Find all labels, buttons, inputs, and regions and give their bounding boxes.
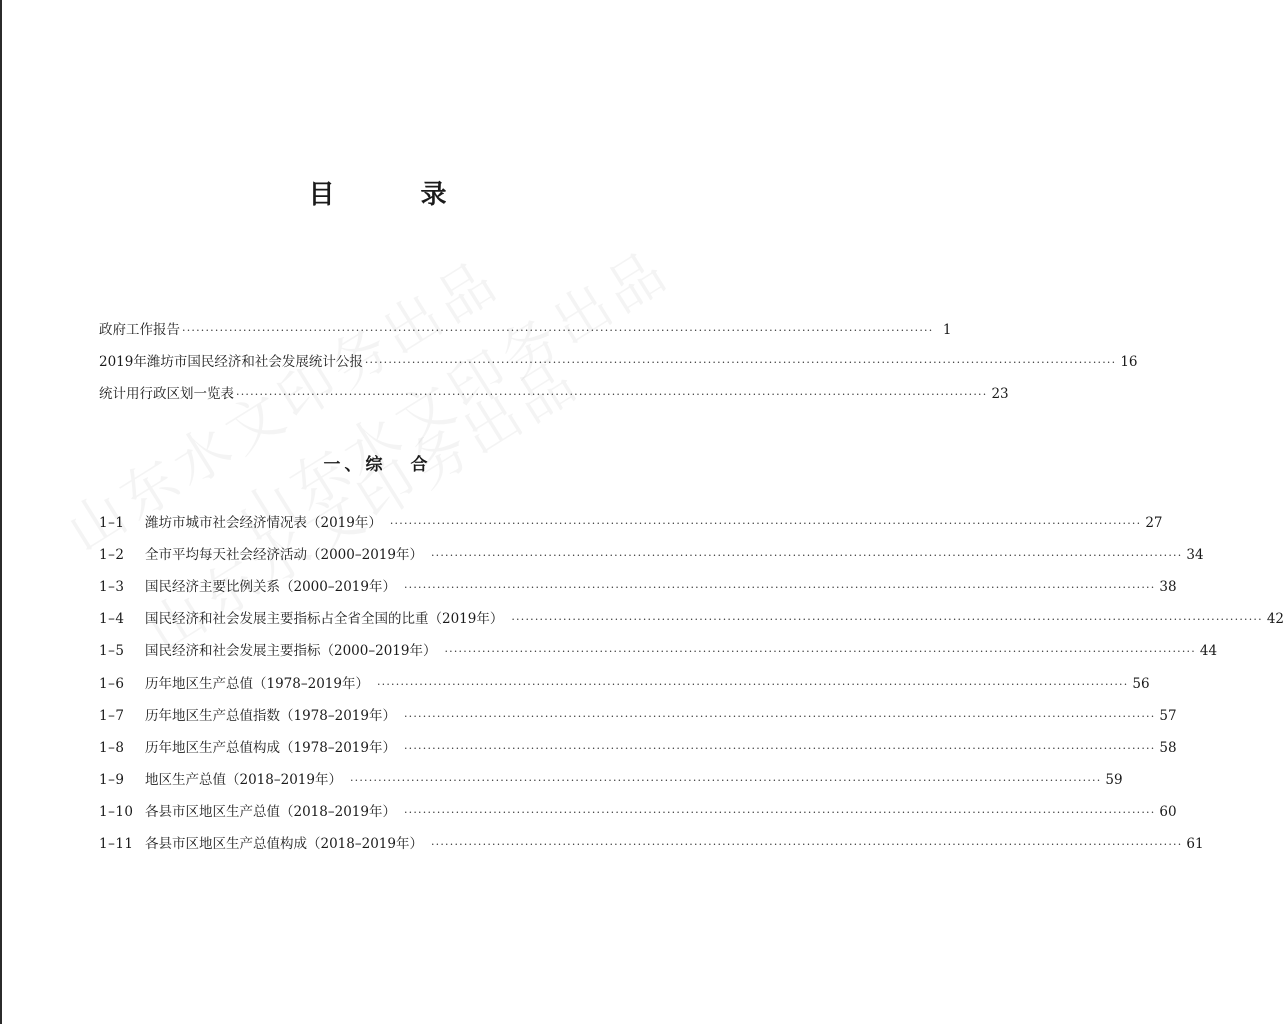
toc-entry-label: 各县市区地区生产总值（2018–2019年） bbox=[145, 804, 396, 820]
toc-page-number: 42 bbox=[1266, 611, 1284, 627]
section-heading bbox=[0, 450, 755, 475]
section-heading-suffix: 合 bbox=[410, 455, 432, 475]
toc-entry-label: 国民经济和社会发展主要指标占全省全国的比重（2019年） bbox=[145, 611, 504, 627]
toc-page-number: 1 bbox=[942, 322, 952, 338]
dot-leader: ································································································································································ bbox=[444, 645, 1196, 658]
toc-page-number: 58 bbox=[1159, 740, 1177, 756]
dot-leader: ································································································································································ bbox=[430, 549, 1183, 562]
toc-page-number: 60 bbox=[1159, 804, 1177, 820]
dot-leader: ································································································································································ bbox=[376, 678, 1129, 691]
toc-entry-number: 1–6 bbox=[99, 676, 125, 692]
toc-entry[interactable] bbox=[99, 544, 1204, 566]
toc-entry-label: 历年地区生产总值构成（1978–2019年） bbox=[145, 740, 396, 756]
toc-front-entry[interactable] bbox=[99, 351, 1138, 373]
toc-entry-number: 1–1 bbox=[99, 515, 125, 531]
toc-entry-number: 1–5 bbox=[99, 643, 125, 659]
toc-entry-label: 2019年潍坊市国民经济和社会发展统计公报 bbox=[99, 354, 363, 370]
dot-leader: ································································································································································ bbox=[236, 388, 988, 401]
toc-entry-label: 历年地区生产总值（1978–2019年） bbox=[145, 676, 369, 692]
toc-entry-label: 国民经济和社会发展主要指标（2000–2019年） bbox=[145, 643, 437, 659]
toc-entry-number: 1–10 bbox=[99, 804, 134, 820]
toc-entry[interactable] bbox=[99, 769, 1123, 791]
toc-front-entry[interactable] bbox=[99, 319, 952, 341]
dot-leader: ································································································································································ bbox=[403, 806, 1156, 819]
toc-page-number: 34 bbox=[1186, 547, 1204, 563]
dot-leader: ································································································································································ bbox=[403, 581, 1156, 594]
toc-entry[interactable] bbox=[99, 705, 1177, 727]
toc-entry-label: 统计用行政区划一览表 bbox=[99, 386, 234, 402]
page-edge-line bbox=[0, 0, 2, 1024]
toc-entry[interactable] bbox=[99, 608, 1284, 630]
toc-entry-number: 1–8 bbox=[99, 740, 125, 756]
toc-entry[interactable] bbox=[99, 801, 1177, 823]
toc-entry-label: 全市平均每天社会经济活动（2000–2019年） bbox=[145, 547, 423, 563]
dot-leader: ································································································································································ bbox=[349, 774, 1102, 787]
toc-entry[interactable] bbox=[99, 512, 1163, 534]
toc-page-number: 44 bbox=[1199, 643, 1218, 659]
dot-leader: ································································································································································ bbox=[403, 710, 1156, 723]
toc-page-number: 59 bbox=[1105, 772, 1123, 788]
toc-entry-label: 地区生产总值（2018–2019年） bbox=[145, 772, 342, 788]
toc-page-number: 56 bbox=[1132, 676, 1150, 692]
toc-page-number: 27 bbox=[1145, 515, 1163, 531]
toc-page-number: 61 bbox=[1186, 836, 1204, 852]
page-title: 目 录 bbox=[308, 180, 477, 210]
toc-entry-number: 1–3 bbox=[99, 579, 125, 595]
toc-entry-number: 1–4 bbox=[99, 611, 125, 627]
toc-entry-label: 国民经济主要比例关系（2000–2019年） bbox=[145, 579, 396, 595]
toc-page-number: 23 bbox=[991, 386, 1009, 402]
toc-page-number: 38 bbox=[1159, 579, 1177, 595]
toc-entry-label: 各县市区地区生产总值构成（2018–2019年） bbox=[145, 836, 423, 852]
toc-entry[interactable] bbox=[99, 673, 1150, 695]
section-heading-prefix: 一、综 bbox=[323, 455, 387, 475]
dot-leader: ································································································································································ bbox=[182, 324, 934, 337]
dot-leader: ································································································································································ bbox=[430, 838, 1183, 851]
toc-entry-label: 潍坊市城市社会经济情况表（2019年） bbox=[145, 515, 382, 531]
toc-entry-label: 政府工作报告 bbox=[99, 322, 180, 338]
toc-page-number: 16 bbox=[1120, 354, 1138, 370]
dot-leader: ································································································································································ bbox=[364, 356, 1117, 369]
toc-page-number: 57 bbox=[1159, 708, 1177, 724]
dot-leader: ································································································································································ bbox=[389, 517, 1142, 530]
toc-entry-number: 1–9 bbox=[99, 772, 125, 788]
toc-front-entry[interactable] bbox=[99, 383, 1009, 405]
toc-entry-label: 历年地区生产总值指数（1978–2019年） bbox=[145, 708, 396, 724]
toc-entry[interactable] bbox=[99, 576, 1177, 598]
toc-entry[interactable] bbox=[99, 737, 1177, 759]
toc-entry-number: 1–7 bbox=[99, 708, 125, 724]
toc-entry-number: 1–2 bbox=[99, 547, 125, 563]
toc-entry-number: 1–11 bbox=[99, 836, 134, 852]
toc-entry[interactable] bbox=[99, 640, 1218, 662]
toc-entry[interactable] bbox=[99, 833, 1204, 855]
dot-leader: ································································································································································ bbox=[511, 613, 1263, 626]
dot-leader: ································································································································································ bbox=[403, 742, 1156, 755]
